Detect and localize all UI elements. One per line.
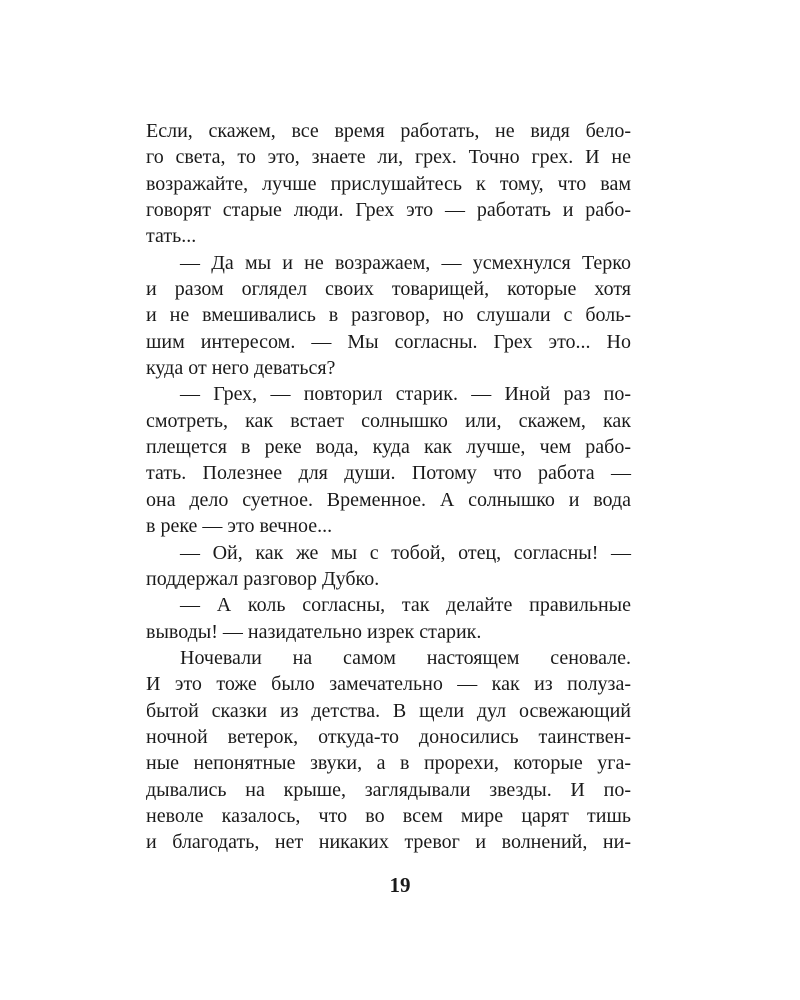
text-line: и благодать, нет никаких тревог и волнений, ни- [146,831,631,854]
text-line: говорят старые люди. Грех это — работать и рабо- [146,199,631,222]
text-line: — Да мы и не возражаем, — усмехнулся Терко [180,251,631,274]
text-line: неволе казалось, что во всем мире царят тишь [146,804,631,827]
page-number: 19 [389,873,411,897]
text-line: — А коль согласны, так делайте правильные [180,594,631,617]
text-line: го света, то это, знаете ли, грех. Точно грех. И не [146,146,631,169]
text-line: смотреть, как встает солнышко или, скажем, как [146,409,631,432]
text-line: бытой сказки из детства. В щели дул освежающий [146,699,631,722]
text-line: и не вмешивались в разговор, но слушали с боль- [146,304,631,327]
text-line: куда от него деваться? [146,357,336,380]
text-line: она дело суетное. Временное. А солнышко и вода [146,488,631,511]
body-text [146,118,631,856]
text-line: — Грех, — повторил старик. — Иной раз по- [180,383,631,406]
text-line: тать... [146,225,197,248]
text-line: — Ой, как же мы с тобой, отец, согласны! — [180,541,631,564]
text-line: выводы! — назидательно изрек старик. [146,620,482,643]
text-line: тать. Полезнее для души. Потому что работа — [146,462,631,485]
text-line: шим интересом. — Мы согласны. Грех это... Но [146,330,631,353]
text-line: поддержал разговор Дубко. [146,567,380,590]
text-line: Если, скажем, все время работать, не видя бело- [146,120,631,142]
text-line: И это тоже было замечательно — как из полуза- [146,673,631,696]
text-line: возражайте, лучше прислушайтесь к тому, что вам [146,172,631,195]
text-line: плещется в реке вода, куда как лучше, чем рабо- [146,436,631,459]
text-line: ночной ветерок, откуда-то доносились таинствен- [146,725,631,748]
text-line: и разом оглядел своих товарищей, которые хотя [146,278,631,301]
text-line: Ночевали на самом настоящем сеновале. [180,646,631,669]
text-line: ные непонятные звуки, а в прорехи, которые уга- [146,752,631,775]
text-line: в реке — это вечное... [146,515,333,538]
text-line: дывались на крыше, заглядывали звезды. И по- [146,778,631,801]
